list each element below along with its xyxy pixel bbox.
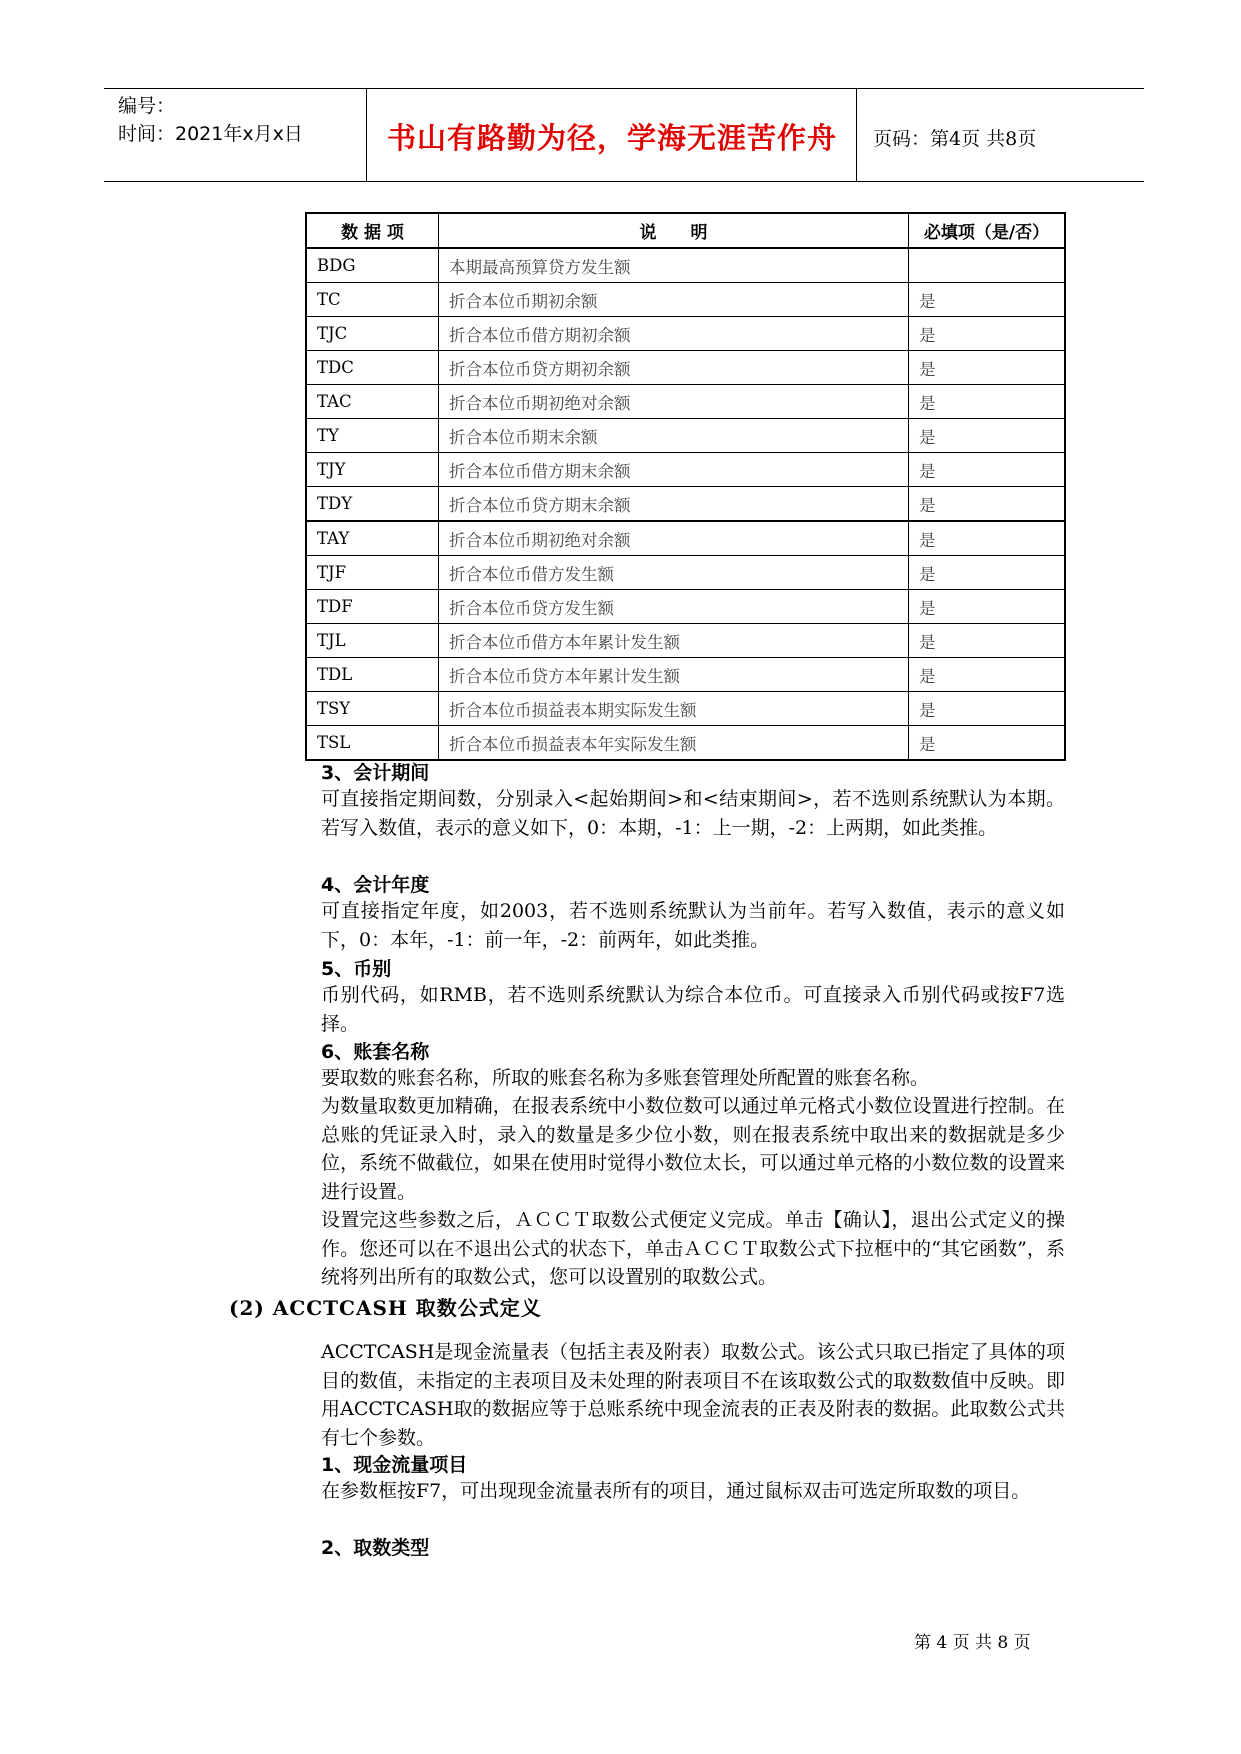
row-description: 折合本位币贷方期初余额	[439, 351, 909, 385]
row-description: 折合本位币贷方发生额	[439, 590, 909, 624]
table-row	[306, 624, 1065, 658]
row-description: 折合本位币损益表本年实际发生额	[439, 726, 909, 761]
row-code: TSL	[306, 726, 439, 761]
row-description: 折合本位币损益表本期实际发生额	[439, 692, 909, 726]
row-code: TDY	[306, 487, 439, 522]
row-required: 是	[909, 487, 1066, 522]
row-required: 是	[909, 419, 1066, 453]
row-code: TAY	[306, 521, 439, 556]
row-required: 是	[909, 521, 1066, 556]
row-description: 折合本位币期初绝对余额	[439, 521, 909, 556]
table-row	[306, 487, 1065, 522]
header-page-info: 页码：第4页 共8页	[873, 128, 1037, 150]
header-left	[118, 92, 303, 148]
table-header-row	[306, 213, 1065, 248]
header-description: 说 明	[639, 223, 708, 243]
table-row	[306, 658, 1065, 692]
table-row	[306, 453, 1065, 487]
subsection-acctcash-title: (2) ACCTCASH 取数公式定义	[229, 1296, 542, 1320]
section-6-text-2: 为数量取数更加精确，在报表系统中小数位数可以通过单元格式小数位设置进行控制。在总账的凭证录入时，录入的数量是多少位小数，则在报表系统中取出来的数据就是多少位，系统不做截位，如果在使用时觉得小数位太长，可以通过单元格的小数位数的设置来进行设置。	[321, 1095, 1065, 1203]
section-3-title: 3、会计期间	[321, 762, 430, 784]
fetch-type-title: 2、取数类型	[321, 1537, 430, 1559]
doc-number-label: 编号：	[118, 95, 176, 117]
row-required: 是	[909, 317, 1066, 351]
section-6-text-3: 设置完这些参数之后，ＡＣＣＴ取数公式便定义完成。单击【确认】，退出公式定义的操作。您还可以在不退出公式的状态下，单击ＡＣＣＴ取数公式下拉框中的“其它函数”，系统将列出所有的取数公式，您可以设置别的取数公式。	[321, 1209, 1065, 1288]
table-row	[306, 351, 1065, 385]
table-row	[306, 283, 1065, 317]
cash-item-title: 1、现金流量项目	[321, 1454, 468, 1476]
header-divider-right	[856, 88, 857, 181]
doc-time: 时间：2021年x月x日	[118, 123, 303, 145]
row-code: TJL	[306, 624, 439, 658]
row-code: BDG	[306, 248, 439, 283]
row-code: TDF	[306, 590, 439, 624]
header-top-rule	[104, 88, 1144, 89]
row-required: 是	[909, 556, 1066, 590]
cash-item-text: 在参数框按F7，可出现现金流量表所有的项目，通过鼠标双击可选定所取数的项目。	[321, 1480, 1031, 1502]
row-required: 是	[909, 624, 1066, 658]
section-4-text: 可直接指定年度，如2003，若不选则系统默认为当前年。若写入数值，表示的意义如下，0：本年，-1：前一年，-2：前两年，如此类推。	[321, 900, 1065, 951]
row-required: 是	[909, 726, 1066, 761]
table-row	[306, 556, 1065, 590]
section-4-title: 4、会计年度	[321, 874, 430, 896]
section-5-title: 5、币别	[321, 958, 392, 980]
section-3-text: 可直接指定期间数，分别录入<起始期间>和<结束期间>，若不选则系统默认为本期。若写入数值，表示的意义如下，0：本期，-1：上一期，-2：上两期，如此类推。	[321, 788, 1065, 839]
row-description: 折合本位币借方期初余额	[439, 317, 909, 351]
row-code: TJY	[306, 453, 439, 487]
row-required: 是	[909, 692, 1066, 726]
section-6-title: 6、账套名称	[321, 1041, 430, 1063]
subsection-acctcash-text: ACCTCASH是现金流量表（包括主表及附表）取数公式。该公式只取已指定了具体的项目的数值，未指定的主表项目及未处理的附表项目不在该取数公式的取数数值中反映。即用ACCTCASH取的数据应等于总账系统中现金流表的正表及附表的数据。此取数公式共有七个参数。	[321, 1341, 1065, 1449]
row-description: 折合本位币贷方期末余额	[439, 487, 909, 522]
table-row	[306, 590, 1065, 624]
table-row	[306, 248, 1065, 283]
row-description: 本期最高预算贷方发生额	[439, 248, 909, 283]
row-code: TAC	[306, 385, 439, 419]
row-description: 折合本位币期初余额	[439, 283, 909, 317]
row-code: TJF	[306, 556, 439, 590]
row-required: 是	[909, 385, 1066, 419]
header-bottom-rule	[104, 181, 1144, 182]
row-required: 是	[909, 453, 1066, 487]
section-6-text-1: 要取数的账套名称，所取的账套名称为多账套管理处所配置的账套名称。	[321, 1067, 930, 1089]
row-code: TY	[306, 419, 439, 453]
table-row	[306, 521, 1065, 556]
table-row	[306, 419, 1065, 453]
row-required	[909, 248, 1066, 283]
row-required: 是	[909, 351, 1066, 385]
section-5-text: 币别代码，如RMB，若不选则系统默认为综合本位币。可直接录入币别代码或按F7选择。	[321, 984, 1065, 1035]
table-row	[306, 692, 1065, 726]
row-code: TDC	[306, 351, 439, 385]
data-item-table	[305, 212, 1066, 761]
page-footer: 第 4 页 共 8 页	[914, 1633, 1031, 1653]
header-required: 必填项（是/否）	[923, 223, 1050, 243]
row-description: 折合本位币期末余额	[439, 419, 909, 453]
header-divider-left	[366, 88, 367, 181]
table-row	[306, 726, 1065, 761]
row-required: 是	[909, 658, 1066, 692]
row-code: TC	[306, 283, 439, 317]
row-required: 是	[909, 590, 1066, 624]
header-data-item: 数 据 项	[341, 223, 404, 243]
row-code: TSY	[306, 692, 439, 726]
row-code: TDL	[306, 658, 439, 692]
row-required: 是	[909, 283, 1066, 317]
header-motto: 书山有路勤为径，学海无涯苦作舟	[386, 121, 837, 155]
table-row	[306, 385, 1065, 419]
row-description: 折合本位币借方期末余额	[439, 453, 909, 487]
row-description: 折合本位币借方本年累计发生额	[439, 624, 909, 658]
row-description: 折合本位币借方发生额	[439, 556, 909, 590]
row-description: 折合本位币贷方本年累计发生额	[439, 658, 909, 692]
table-row	[306, 317, 1065, 351]
row-code: TJC	[306, 317, 439, 351]
row-description: 折合本位币期初绝对余额	[439, 385, 909, 419]
